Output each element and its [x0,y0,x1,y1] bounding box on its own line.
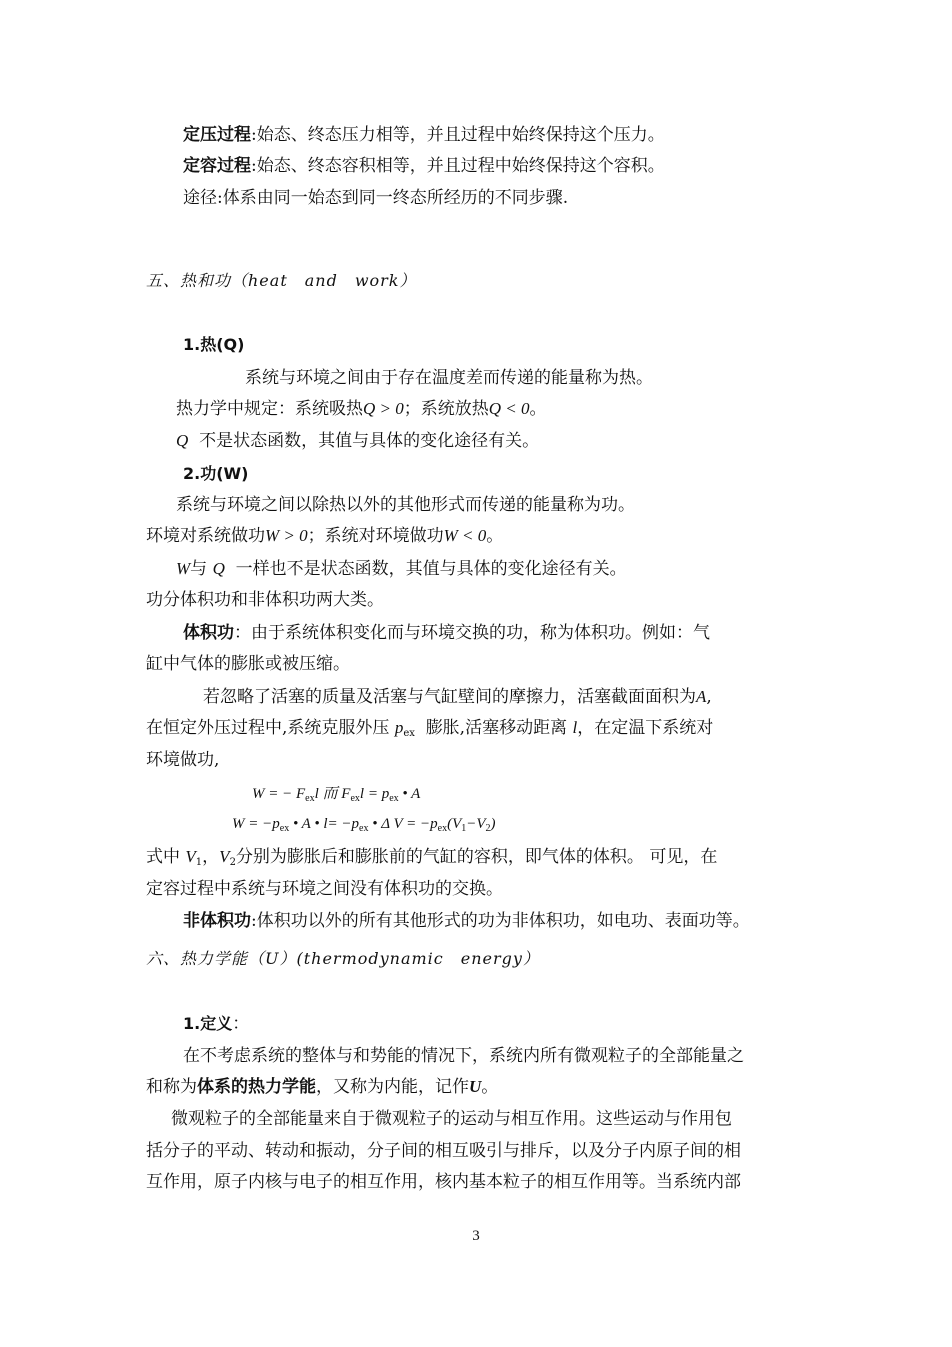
expl-pre: 式中 [146,847,180,867]
volume-explanation-2: 定容过程中系统与环境之间没有体积功的交换。 [146,879,503,899]
energy-definition-2 [146,1076,498,1098]
work-sign-rule [146,525,503,547]
work-definition: 系统与环境之间以除热以外的其他形式而传递的能量称为功。 [176,495,635,515]
expl-text: 分别为膨胀后和膨胀前的气缸的容积，即气体的体积。 可见，在 [235,847,718,867]
work-rule-negative: W < 0 [443,526,487,545]
micro-energy-line-3: 互作用，原子内核与电子的相互作用，核内基本粒子的相互作用等。当系统内部 [146,1172,741,1192]
piston-text-2-mid: 膨胀,活塞移动距离 [425,718,568,738]
work-rule-pre: 环境对系统做功 [146,526,265,546]
eq2-part-f: ) [490,816,496,832]
piston-line-3: 环境做功, [146,750,220,770]
heat-rule-release: Q < 0 [488,399,530,418]
heat-sign-rule [176,398,547,420]
section-heading-heat-work: 五、热和功（heat and work） [146,271,417,290]
volume-work-term: 体积功 [183,623,234,643]
expl-v2-sub: 2 [229,857,236,868]
work-subtitle: 2.功(W) [183,464,249,483]
non-volume-term: 非体积功 [183,911,251,931]
equation-2 [232,813,496,840]
heat-definition: 系统与环境之间由于存在温度差而传递的能量称为热。 [245,368,653,388]
eq1-part-d: • A [402,786,421,802]
piston-pressure-sub: ex [403,728,415,739]
heat-rule-pre: 热力学中规定：系统吸热 [176,399,363,419]
energy-title-colon: ： [232,1014,250,1034]
work-note-text: 一样也不是状态函数，其值与具体的变化途径有关。 [235,559,627,579]
eq2-sub-b: ex [359,823,369,834]
energy-def-term: 体系的热力学能 [197,1077,316,1097]
piston-line-2 [146,717,713,745]
work-note-q: Q [212,559,225,578]
heat-note-var: Q [176,431,189,450]
eq2-part-e: −V [466,816,486,832]
volume-explanation-1 [146,846,717,874]
heat-subtitle: 1.热(Q) [183,335,245,354]
energy-def-pre: 和称为 [146,1077,197,1097]
eq2-part-a: W = −p [232,816,280,832]
path-definition: 途径:体系由同一始态到同一终态所经历的不同步骤. [183,188,569,208]
expl-comma: ， [202,847,220,867]
energy-definition-1: 在不考虑系统的整体与和势能的情况下，系统内所有微观粒子的全部能量之 [183,1046,744,1066]
piston-text-2-pre: 在恒定外压过程中,系统克服外压 [146,718,390,738]
energy-def-mid: ，又称为内能，记作 [316,1077,469,1097]
isobaric-process-line [183,124,665,146]
non-volume-text: :体积功以外的所有其他形式的功为非体积功，如电功、表面功等。 [251,911,750,931]
eq2-sub-c: ex [437,823,448,834]
piston-line-1 [203,686,712,708]
work-state-note [176,558,627,580]
eq1-sub-c: ex [389,793,399,804]
piston-pressure-var: p [394,718,404,737]
isochoric-process-line [183,155,665,177]
isochoric-term: 定容过程 [183,156,251,176]
energy-subtitle [183,1013,249,1035]
heat-rule-end: 。 [529,399,547,419]
eq2-sub-d: 1 [461,823,467,834]
eq2-sub-a: ex [279,823,290,834]
piston-text-2-end: ，在定温下系统对 [577,718,714,738]
energy-def-end: 。 [481,1077,499,1097]
expl-v1: V [185,847,196,866]
micro-energy-line-1: 微观粒子的全部能量来自于微观粒子的运动与相互作用。这些运动与作用包 [171,1109,732,1129]
expl-v2: V [219,847,230,866]
isobaric-term: 定压过程 [183,125,251,145]
heat-note-text: 不是状态函数，其值与具体的变化途径有关。 [199,431,540,451]
work-note-w: W [176,559,191,578]
heat-rule-absorb: Q > 0 [363,399,404,418]
heat-rule-mid: ；系统放热 [403,399,489,419]
piston-text-1: 若忽略了活塞的质量及活塞与气缸壁间的摩擦力，活塞截面面积为 [203,687,696,707]
piston-distance-var: l [572,718,578,737]
equation-1 [252,783,420,810]
volume-work-line-2: 缸中气体的膨胀或被压缩。 [146,654,350,674]
energy-title: 1.定义 [183,1014,233,1033]
work-rule-positive: W > 0 [265,526,308,545]
energy-def-var: U [469,1077,482,1096]
eq2-part-d: (V [447,816,462,832]
heat-state-note [176,430,539,452]
eq2-part-c: • Δ V = −p [372,816,438,832]
eq1-sub-b: ex [350,793,360,804]
work-rule-mid: ；系统对环境做功 [307,526,444,546]
micro-energy-line-2: 括分子的平动、转动和振动，分子间的相互吸引与排斥，以及分子内原子间的相 [146,1141,741,1161]
eq1-part-c: l = p [359,786,390,802]
work-note-mid: 与 [190,559,208,579]
eq2-part-b: • A • l= −p [292,816,359,832]
piston-area-var: A [696,687,707,706]
eq1-sub-a: ex [305,793,315,804]
eq1-part-b: l 而 F [314,786,351,802]
piston-text-1-end: , [706,687,712,707]
eq1-part-a: W = − F [252,786,306,802]
isobaric-text: :始态、终态压力相等，并且过程中始终保持这个压力。 [251,125,665,145]
work-rule-end: 。 [486,526,504,546]
section-heading-thermodynamic-energy: 六、热力学能（U）(thermodynamic energy） [146,949,540,968]
eq2-sub-e: 2 [485,823,491,834]
volume-work-line [183,622,710,644]
isochoric-text: :始态、终态容积相等，并且过程中始终保持这个容积。 [251,156,665,176]
work-kinds: 功分体积功和非体积功两大类。 [146,590,384,610]
page-number: 3 [472,1228,480,1244]
expl-v1-sub: 1 [195,857,203,868]
volume-work-text: ：由于系统体积变化而与环境交换的功，称为体积功。例如：气 [234,623,710,643]
non-volume-work-line [183,910,750,932]
